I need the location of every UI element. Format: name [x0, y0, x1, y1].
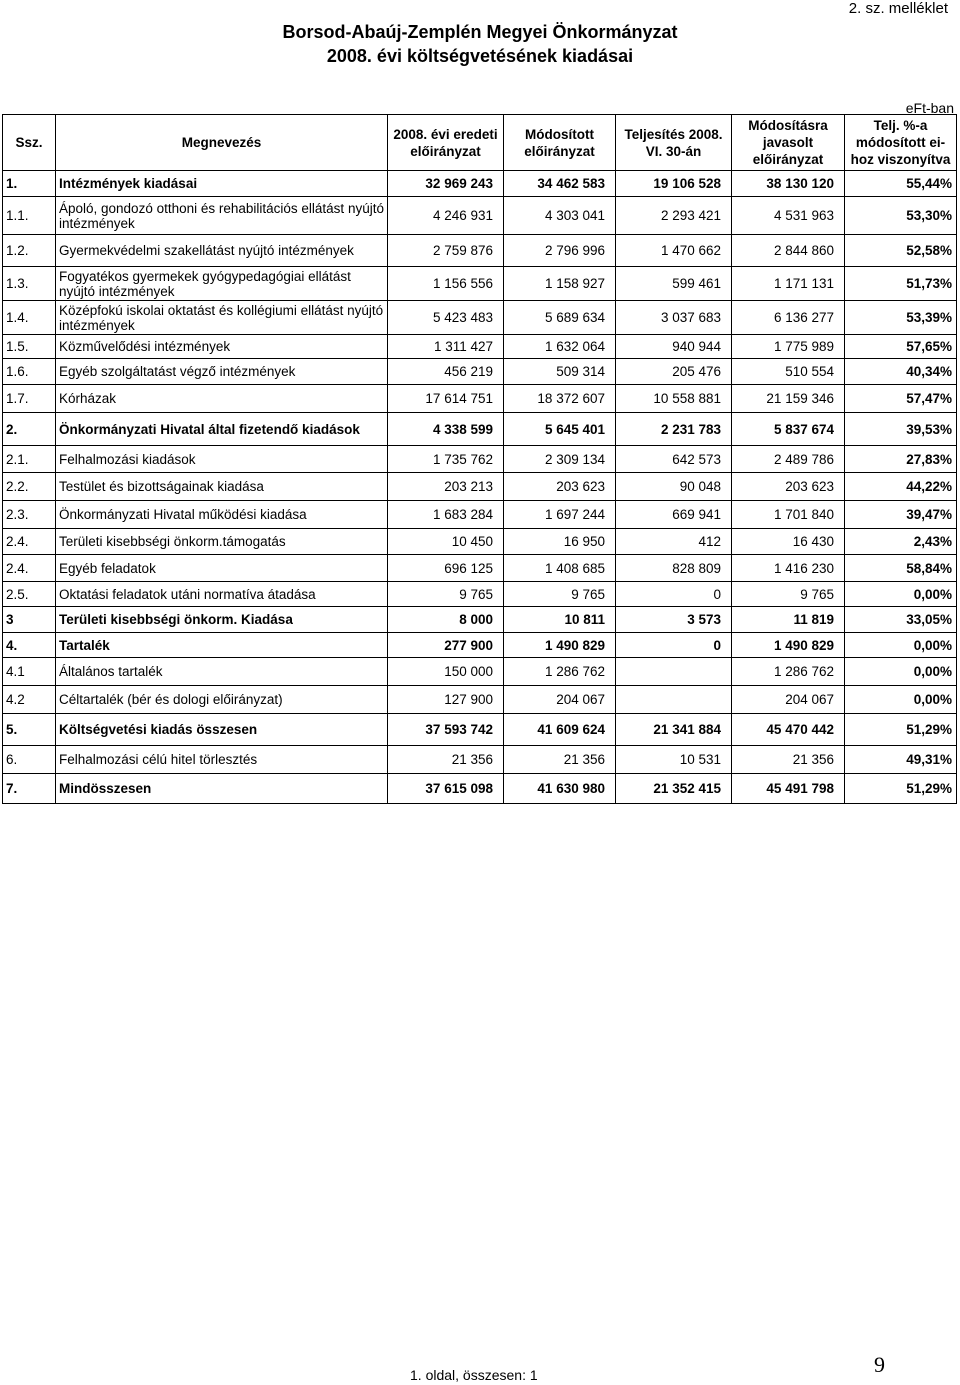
row-code: 3 [3, 607, 56, 633]
row-proposed: 1 171 131 [732, 267, 845, 301]
row-modified: 5 645 401 [504, 413, 616, 446]
row-original: 32 969 243 [388, 171, 504, 197]
row-name: Közművelődési intézmények [56, 335, 388, 359]
table-row [3, 746, 957, 774]
row-name: Fogyatékos gyermekek gyógypedagógiai ellátást nyújtó intézmények [56, 267, 388, 301]
row-name: Költségvetési kiadás összesen [56, 714, 388, 746]
row-original: 8 000 [388, 607, 504, 633]
row-modified: 41 630 980 [504, 774, 616, 804]
page-number: 9 [874, 1352, 885, 1377]
row-modified: 34 462 583 [504, 171, 616, 197]
row-percent: 2,43% [845, 529, 957, 555]
row-proposed: 4 531 963 [732, 197, 845, 235]
row-percent: 57,65% [845, 335, 957, 359]
row-original: 4 338 599 [388, 413, 504, 446]
row-actual: 10 558 881 [616, 385, 732, 413]
row-name: Kórházak [56, 385, 388, 413]
row-name: Felhalmozási célú hitel törlesztés [56, 746, 388, 774]
row-modified: 1 286 762 [504, 658, 616, 686]
row-proposed: 21 356 [732, 746, 845, 774]
row-code: 2.5. [3, 582, 56, 607]
row-name: Felhalmozási kiadások [56, 446, 388, 473]
table-row [3, 658, 957, 686]
row-proposed: 45 491 798 [732, 774, 845, 804]
table-row [3, 335, 957, 359]
row-original: 127 900 [388, 686, 504, 714]
table-row [3, 582, 957, 607]
row-percent: 49,31% [845, 746, 957, 774]
row-original: 2 759 876 [388, 235, 504, 267]
table-row [3, 267, 957, 301]
row-actual: 828 809 [616, 555, 732, 582]
table-row [3, 607, 957, 633]
row-modified: 1 697 244 [504, 501, 616, 529]
row-name: Önkormányzati Hivatal által fizetendő kiadások [56, 413, 388, 446]
row-modified: 1 158 927 [504, 267, 616, 301]
document-title [250, 20, 710, 68]
row-code: 2.4. [3, 555, 56, 582]
table-row [3, 413, 957, 446]
row-code: 4.1 [3, 658, 56, 686]
row-proposed: 1 701 840 [732, 501, 845, 529]
row-actual: 90 048 [616, 473, 732, 501]
table-row [3, 714, 957, 746]
row-actual: 3 573 [616, 607, 732, 633]
row-modified: 4 303 041 [504, 197, 616, 235]
row-modified: 1 490 829 [504, 633, 616, 658]
row-actual: 10 531 [616, 746, 732, 774]
row-modified: 203 623 [504, 473, 616, 501]
row-original: 203 213 [388, 473, 504, 501]
row-proposed: 1 490 829 [732, 633, 845, 658]
row-name: Ápoló, gondozó otthoni és rehabilitációs ellátást nyújtó intézmények [56, 197, 388, 235]
title-line-1: Borsod-Abaúj-Zemplén Megyei Önkormányzat [282, 22, 678, 42]
row-code: 2.4. [3, 529, 56, 555]
row-actual: 21 352 415 [616, 774, 732, 804]
row-name: Gyermekvédelmi szakellátást nyújtó intézmények [56, 235, 388, 267]
header-proposed: Módosításra javasolt előirányzat [732, 115, 845, 171]
row-original: 37 593 742 [388, 714, 504, 746]
unit-label: eFt-ban [905, 100, 954, 116]
row-modified: 9 765 [504, 582, 616, 607]
table-row [3, 686, 957, 714]
table-row [3, 529, 957, 555]
row-code: 4. [3, 633, 56, 658]
row-modified: 41 609 624 [504, 714, 616, 746]
table-row [3, 359, 957, 385]
row-code: 2.1. [3, 446, 56, 473]
row-name: Területi kisebbségi önkorm.támogatás [56, 529, 388, 555]
row-name: Általános tartalék [56, 658, 388, 686]
row-name: Oktatási feladatok utáni normatíva átadása [56, 582, 388, 607]
row-percent: 44,22% [845, 473, 957, 501]
row-proposed: 38 130 120 [732, 171, 845, 197]
row-proposed: 6 136 277 [732, 301, 845, 335]
row-original: 277 900 [388, 633, 504, 658]
row-proposed: 2 489 786 [732, 446, 845, 473]
row-original: 21 356 [388, 746, 504, 774]
row-actual: 599 461 [616, 267, 732, 301]
row-code: 7. [3, 774, 56, 804]
table-row [3, 633, 957, 658]
row-modified: 18 372 607 [504, 385, 616, 413]
row-code: 1.1. [3, 197, 56, 235]
row-proposed: 2 844 860 [732, 235, 845, 267]
header-actual: Teljesítés 2008. VI. 30-án [616, 115, 732, 171]
table-row [3, 301, 957, 335]
row-proposed: 16 430 [732, 529, 845, 555]
row-name: Területi kisebbségi önkorm. Kiadása [56, 607, 388, 633]
row-percent: 39,53% [845, 413, 957, 446]
row-original: 150 000 [388, 658, 504, 686]
row-actual: 2 231 783 [616, 413, 732, 446]
table-row [3, 446, 957, 473]
row-name: Céltartalék (bér és dologi előirányzat) [56, 686, 388, 714]
row-percent: 53,30% [845, 197, 957, 235]
row-percent: 40,34% [845, 359, 957, 385]
row-actual [616, 658, 732, 686]
row-proposed: 11 819 [732, 607, 845, 633]
row-code: 2.3. [3, 501, 56, 529]
row-modified: 509 314 [504, 359, 616, 385]
row-percent: 55,44% [845, 171, 957, 197]
row-modified: 2 309 134 [504, 446, 616, 473]
page-footer: 1. oldal, összesen: 1 [410, 1367, 538, 1383]
header-original: 2008. évi eredeti előirányzat [388, 115, 504, 171]
header-row [3, 115, 957, 171]
row-proposed: 21 159 346 [732, 385, 845, 413]
row-modified: 2 796 996 [504, 235, 616, 267]
row-modified: 5 689 634 [504, 301, 616, 335]
row-percent: 51,29% [845, 774, 957, 804]
row-original: 17 614 751 [388, 385, 504, 413]
table-row [3, 235, 957, 267]
row-code: 2. [3, 413, 56, 446]
row-proposed: 45 470 442 [732, 714, 845, 746]
row-original: 1 683 284 [388, 501, 504, 529]
row-proposed: 5 837 674 [732, 413, 845, 446]
row-original: 696 125 [388, 555, 504, 582]
row-name: Mindösszesen [56, 774, 388, 804]
row-actual: 669 941 [616, 501, 732, 529]
row-original: 1 735 762 [388, 446, 504, 473]
row-percent: 0,00% [845, 633, 957, 658]
row-code: 1. [3, 171, 56, 197]
row-modified: 16 950 [504, 529, 616, 555]
row-code: 1.2. [3, 235, 56, 267]
row-name: Önkormányzati Hivatal működési kiadása [56, 501, 388, 529]
row-percent: 51,29% [845, 714, 957, 746]
row-name: Intézmények kiadásai [56, 171, 388, 197]
row-name: Egyéb feladatok [56, 555, 388, 582]
table-row [3, 385, 957, 413]
row-original: 1 156 556 [388, 267, 504, 301]
row-modified: 21 356 [504, 746, 616, 774]
table-row [3, 473, 957, 501]
table-row [3, 501, 957, 529]
row-actual: 940 944 [616, 335, 732, 359]
row-actual: 21 341 884 [616, 714, 732, 746]
row-percent: 0,00% [845, 658, 957, 686]
row-actual: 2 293 421 [616, 197, 732, 235]
row-original: 37 615 098 [388, 774, 504, 804]
row-proposed: 204 067 [732, 686, 845, 714]
row-percent: 33,05% [845, 607, 957, 633]
row-code: 1.5. [3, 335, 56, 359]
title-line-2: 2008. évi költségvetésének kiadásai [326, 46, 634, 66]
row-percent: 27,83% [845, 446, 957, 473]
row-percent: 0,00% [845, 686, 957, 714]
header-modified: Módosított előirányzat [504, 115, 616, 171]
row-percent: 53,39% [845, 301, 957, 335]
row-original: 4 246 931 [388, 197, 504, 235]
row-percent: 58,84% [845, 555, 957, 582]
row-proposed: 1 416 230 [732, 555, 845, 582]
row-original: 10 450 [388, 529, 504, 555]
row-actual: 0 [616, 633, 732, 658]
table-row [3, 555, 957, 582]
row-percent: 52,58% [845, 235, 957, 267]
row-code: 1.3. [3, 267, 56, 301]
table-row [3, 774, 957, 804]
row-code: 4.2 [3, 686, 56, 714]
row-name: Középfokú iskolai oktatást és kollégiumi ellátást nyújtó intézmények [56, 301, 388, 335]
row-code: 1.4. [3, 301, 56, 335]
row-actual: 412 [616, 529, 732, 555]
row-proposed: 1 775 989 [732, 335, 845, 359]
row-proposed: 9 765 [732, 582, 845, 607]
row-name: Tartalék [56, 633, 388, 658]
row-original: 1 311 427 [388, 335, 504, 359]
row-actual: 3 037 683 [616, 301, 732, 335]
row-percent: 57,47% [845, 385, 957, 413]
budget-table [2, 114, 957, 804]
annex-label: 2. sz. melléklet [848, 0, 948, 17]
row-actual: 0 [616, 582, 732, 607]
row-actual: 205 476 [616, 359, 732, 385]
row-actual [616, 686, 732, 714]
row-proposed: 203 623 [732, 473, 845, 501]
row-actual: 642 573 [616, 446, 732, 473]
row-code: 5. [3, 714, 56, 746]
row-proposed: 510 554 [732, 359, 845, 385]
row-modified: 10 811 [504, 607, 616, 633]
row-percent: 39,47% [845, 501, 957, 529]
row-modified: 204 067 [504, 686, 616, 714]
header-percent: Telj. %-a módosított ei-hoz viszonyítva [845, 115, 957, 171]
row-original: 456 219 [388, 359, 504, 385]
row-actual: 19 106 528 [616, 171, 732, 197]
row-code: 6. [3, 746, 56, 774]
row-percent: 0,00% [845, 582, 957, 607]
row-percent: 51,73% [845, 267, 957, 301]
row-original: 9 765 [388, 582, 504, 607]
row-name: Testület és bizottságainak kiadása [56, 473, 388, 501]
row-modified: 1 632 064 [504, 335, 616, 359]
row-actual: 1 470 662 [616, 235, 732, 267]
row-original: 5 423 483 [388, 301, 504, 335]
row-code: 1.7. [3, 385, 56, 413]
row-proposed: 1 286 762 [732, 658, 845, 686]
table-row [3, 171, 957, 197]
row-name: Egyéb szolgáltatást végző intézmények [56, 359, 388, 385]
header-name: Megnevezés [56, 115, 388, 171]
row-code: 1.6. [3, 359, 56, 385]
table-row [3, 197, 957, 235]
row-modified: 1 408 685 [504, 555, 616, 582]
row-code: 2.2. [3, 473, 56, 501]
header-code: Ssz. [3, 115, 56, 171]
